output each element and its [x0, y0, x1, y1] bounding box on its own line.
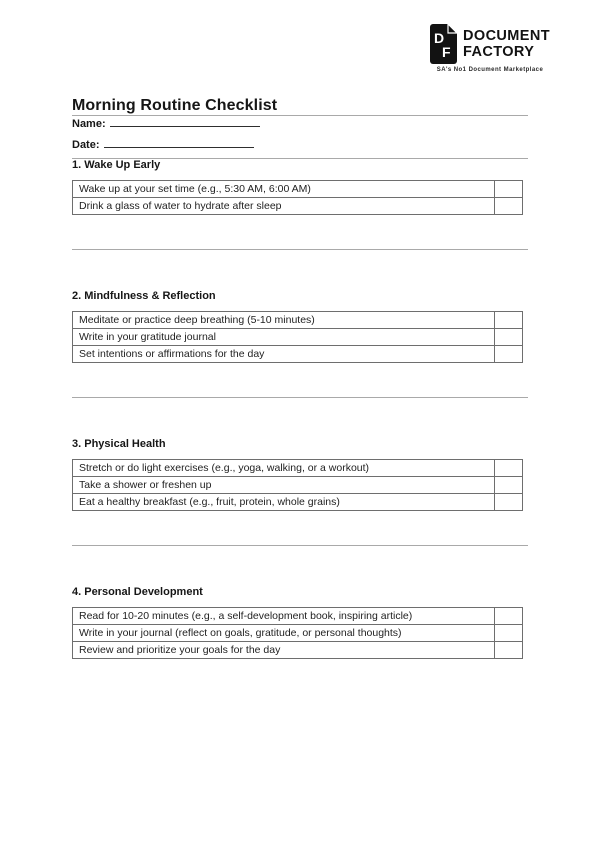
logo-letter-f: F: [442, 44, 451, 60]
task-text: Drink a glass of water to hydrate after sleep: [73, 198, 495, 215]
logo-row: [430, 24, 550, 64]
checklist-row: [73, 198, 523, 215]
checklist-row: [73, 642, 523, 659]
checklist-row: [73, 477, 523, 494]
section-1: [72, 159, 528, 215]
logo-letter-d: D: [434, 30, 445, 46]
checkbox-cell[interactable]: [495, 608, 523, 625]
checkbox-cell[interactable]: [495, 329, 523, 346]
logo-tagline: SA's No1 Document Marketplace: [436, 67, 544, 73]
task-text: Read for 10-20 minutes (e.g., a self-development book, inspiring article): [73, 608, 495, 625]
identity-fields: [72, 116, 528, 152]
section-heading: 2. Mindfulness & Reflection: [72, 290, 216, 302]
section-4: [72, 586, 528, 659]
document-factory-logo-icon: [430, 24, 457, 64]
section-heading: 4. Personal Development: [72, 586, 203, 598]
name-label: Name:: [72, 118, 106, 130]
checklist-row: [73, 329, 523, 346]
checklist-table: [72, 607, 523, 659]
section-divider: [72, 397, 528, 398]
checkbox-cell[interactable]: [495, 625, 523, 642]
checklist-row: [73, 460, 523, 477]
task-text: Write in your journal (reflect on goals, gratitude, or personal thoughts): [73, 625, 495, 642]
section-divider: [72, 545, 528, 546]
task-text: Eat a healthy breakfast (e.g., fruit, protein, whole grains): [73, 494, 495, 511]
section-heading: 3. Physical Health: [72, 438, 166, 450]
date-label: Date:: [72, 139, 100, 151]
task-text: Write in your gratitude journal: [73, 329, 495, 346]
checkbox-cell[interactable]: [495, 460, 523, 477]
task-text: Wake up at your set time (e.g., 5:30 AM, 6:00 AM): [73, 181, 495, 198]
checkbox-cell[interactable]: [495, 181, 523, 198]
name-field-row: [72, 116, 528, 131]
task-text: Review and prioritize your goals for the day: [73, 642, 495, 659]
checklist-row: [73, 346, 523, 363]
task-text: Set intentions or affirmations for the day: [73, 346, 495, 363]
section-3: [72, 438, 528, 511]
name-fill-line[interactable]: [110, 116, 260, 127]
checklist-row: [73, 625, 523, 642]
checkbox-cell[interactable]: [495, 198, 523, 215]
task-text: Take a shower or freshen up: [73, 477, 495, 494]
checklist-table: [72, 459, 523, 511]
checklist-sections: [72, 159, 528, 659]
checklist-row: [73, 181, 523, 198]
logo-wordmark-line1: DOCUMENT: [463, 27, 550, 44]
checkbox-cell[interactable]: [495, 312, 523, 329]
checklist-row: [73, 312, 523, 329]
checklist-row: [73, 608, 523, 625]
logo: [430, 24, 550, 73]
checkbox-cell[interactable]: [495, 494, 523, 511]
section-heading: 1. Wake Up Early: [72, 159, 161, 171]
task-text: Meditate or practice deep breathing (5-10 minutes): [73, 312, 495, 329]
date-fill-line[interactable]: [104, 137, 254, 148]
checkbox-cell[interactable]: [495, 477, 523, 494]
checklist-row: [73, 494, 523, 511]
section-2: [72, 290, 528, 363]
logo-wordmark-line2: FACTORY: [463, 44, 535, 60]
checkbox-cell[interactable]: [495, 346, 523, 363]
page-title: Morning Routine Checklist: [72, 97, 278, 114]
task-text: Stretch or do light exercises (e.g., yoga, walking, or a workout): [73, 460, 495, 477]
section-divider: [72, 249, 528, 250]
checklist-table: [72, 180, 523, 215]
checklist-table: [72, 311, 523, 363]
date-field-row: [72, 137, 528, 152]
checkbox-cell[interactable]: [495, 642, 523, 659]
logo-wordmark: [463, 28, 550, 61]
